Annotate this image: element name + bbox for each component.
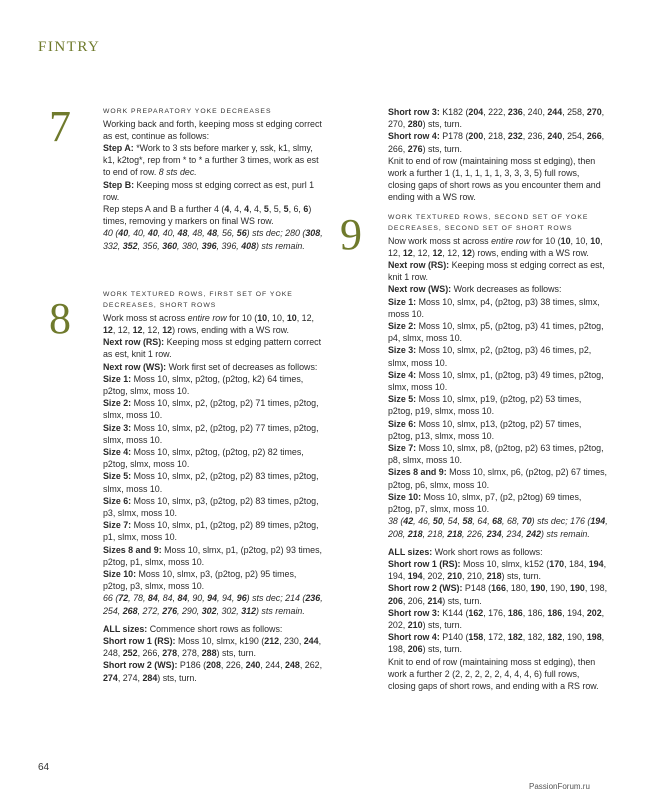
paragraph: Short row 4: P178 (200, 218, 232, 236, 240, 254, 266, 266, 276) sts, turn. [388, 131, 605, 154]
paragraph: Now work moss st across entire row for 10 (10, 10, 10, 12, 12, 12, 12, 12, 12) rows, ending with a WS row. [388, 235, 603, 258]
paragraph: Size 6: Moss 10, slmx, p3, (p2tog, p2) 83 times, p2tog, p3, slmx, moss 10. [103, 495, 319, 518]
paragraph: 38 (42, 46, 50, 54, 58, 64, 68, 68, 70) sts dec; 176 (194, 208, 218, 218, 218, 226, 234, 234, 242) sts remain. [388, 516, 608, 539]
paragraph: ALL sizes: Work short rows as follows: [388, 546, 543, 557]
paragraph: Step B: Keeping moss st edging correct as est, purl 1 row. [103, 179, 315, 202]
paragraph: Size 1: Moss 10, slmx, p2tog, (p2tog, k2) 64 times, p2tog, slmx, moss 10. [103, 373, 304, 396]
watermark: PassionForum.ru [529, 782, 590, 791]
left-column [103, 106, 323, 684]
paragraph: Rep steps A and B a further 4 (4, 4, 4, 4, 5, 5, 5, 6, 6) times, removing y markers on final WS row. [103, 203, 312, 227]
paragraph: Knit to end of row (maintaining moss st edging), then work a further 2 (2, 2, 2, 2, 2, 4, 4, 4, 6) full rows, closing gaps of short rows, and ending with a RS row. [388, 656, 599, 691]
step-7-heading: WORK PREPARATORY YOKE DECREASES [103, 108, 272, 115]
step-number-8: 8 [49, 294, 71, 343]
paragraph: Short row 1 (RS): Moss 10, slmx, k190 (212, 230, 244, 248, 252, 266, 278, 278, 288) sts, turn. [103, 636, 322, 659]
paragraph: Work moss st across entire row for 10 (10, 10, 10, 12, 12, 12, 12, 12, 12) rows, ending with a WS row. [103, 312, 314, 335]
paragraph: Size 2: Moss 10, slmx, p2, (p2tog, p2) 71 times, p2tog, slmx, moss 10. [103, 398, 319, 421]
paragraph: Sizes 8 and 9: Moss 10, slmx, p6, (p2tog, p2) 67 times, p2tog, p6, slmx, moss 10. [388, 467, 608, 490]
section-title: FINTRY [38, 39, 101, 55]
paragraph: Size 5: Moss 10, slmx, p2, (p2tog, p2) 83 times, p2tog, slmx, moss 10. [103, 471, 319, 494]
paragraph: Size 6: Moss 10, slmx, p13, (p2tog, p2) 57 times, p2tog, p13, slmx, moss 10. [388, 418, 582, 441]
paragraph: Next row (RS): Keeping moss st edging correct as est, knit 1 row. [388, 260, 605, 283]
paragraph: Knit to end of row (maintaining moss st edging), then work a further 1 (1, 1, 1, 1, 1, 3, 3, 3, 5) full rows, closing gaps of short rows as you encounter them and ending with a WS row. [388, 155, 601, 203]
step-8-heading: WORK TEXTURED ROWS, FIRST SET OF YOKE DECREASES, SHORT ROWS [103, 290, 293, 310]
paragraph: Size 2: Moss 10, slmx, p5, (p2tog, p3) 41 times, p2tog, p4, slmx, moss 10. [388, 321, 604, 344]
paragraph: Next row (WS): Work first set of decreases as follows: [103, 361, 318, 372]
paragraph: 66 (72, 78, 84, 84, 84, 90, 94, 94, 96) sts dec; 214 (236, 254, 268, 272, 276, 290, 302, 302, 312) sts remain. [103, 593, 323, 616]
paragraph: Size 4: Moss 10, slmx, p1, (p2tog, p3) 49 times, p2tog, slmx, moss 10. [388, 369, 604, 393]
paragraph: Short row 1 (RS): Moss 10, slmx, k152 (170, 184, 194, 194, 194, 202, 210, 210, 218) sts, turn. [388, 558, 607, 582]
step-number-9: 9 [340, 210, 362, 259]
paragraph: Size 5: Moss 10, slmx, p19, (p2tog, p2) 53 times, p2tog, p19, slmx, moss 10. [388, 394, 582, 417]
step-number-7: 7 [49, 102, 71, 151]
paragraph: Size 7: Moss 10, slmx, p1, (p2tog, p2) 89 times, p2tog, p1, slmx, moss 10. [103, 520, 319, 543]
paragraph: Short row 3: K182 (204, 222, 236, 240, 244, 258, 270, 270, 280) sts, turn. [388, 107, 605, 130]
paragraph: Size 7: Moss 10, slmx, p8, (p2tog, p2) 63 times, p2tog, p8, slmx, moss 10. [388, 443, 604, 466]
paragraph: Step A: *Work to 3 sts before marker y, ssk, k1, slmy, k1, k2tog*, rep from * to * a further 3 times, work as est to end of row. 8 sts dec. [103, 142, 319, 178]
paragraph: Short row 3: K144 (162, 176, 186, 186, 186, 194, 202, 202, 210) sts, turn. [388, 607, 605, 630]
page-number: 64 [38, 762, 50, 773]
paragraph: Size 1: Moss 10, slmx, p4, (p2tog, p3) 38 times, slmx, moss 10. [388, 296, 600, 319]
step-9-heading: WORK TEXTURED ROWS, SECOND SET OF YOKE DECREASES, SECOND SET OF SHORT ROWS [388, 213, 589, 233]
paragraph: Short row 4: P140 (158, 172, 182, 182, 182, 190, 198, 198, 206) sts, turn. [388, 632, 605, 655]
paragraph: Size 3: Moss 10, slmx, p2, (p2tog, p3) 46 times, p2, slmx, moss 10. [388, 345, 592, 368]
paragraph: ALL sizes: Commence short rows as follows: [103, 623, 283, 634]
paragraph: Sizes 8 and 9: Moss 10, slmx, p1, (p2tog, p2) 93 times, p2tog, p1, slmx, moss 10. [103, 544, 323, 567]
right-column [388, 106, 608, 692]
paragraph: Next row (WS): Work decreases as follows: [388, 284, 562, 295]
paragraph: Short row 2 (WS): P148 (166, 180, 190, 190, 190, 198, 206, 206, 214) sts, turn. [388, 583, 608, 606]
paragraph: Size 3: Moss 10, slmx, p2, (p2tog, p2) 77 times, p2tog, slmx, moss 10. [103, 422, 319, 445]
paragraph: Size 10: Moss 10, slmx, p7, (p2, p2tog) 69 times, p2tog, p7, slmx, moss 10. [388, 491, 582, 515]
paragraph: Size 10: Moss 10, slmx, p3, (p2tog, p2) 95 times, p2tog, p3, slmx, moss 10. [103, 569, 297, 592]
paragraph: Size 4: Moss 10, slmx, p2tog, (p2tog, p2) 82 times, p2tog, slmx, moss 10. [103, 446, 304, 470]
paragraph: Working back and forth, keeping moss st edging correct as est, continue as follows: [103, 118, 322, 141]
paragraph: Next row (RS): Keeping moss st edging pattern correct as est, knit 1 row. [103, 337, 322, 360]
paragraph: Short row 2 (WS): P186 (208, 226, 240, 244, 248, 262, 274, 274, 284) sts, turn. [103, 660, 323, 683]
paragraph: 40 (40, 40, 40, 40, 48, 48, 48, 56, 56) sts dec; 280 (308, 332, 352, 356, 360, 380, 396, 396, 408) sts remain. [103, 228, 323, 251]
